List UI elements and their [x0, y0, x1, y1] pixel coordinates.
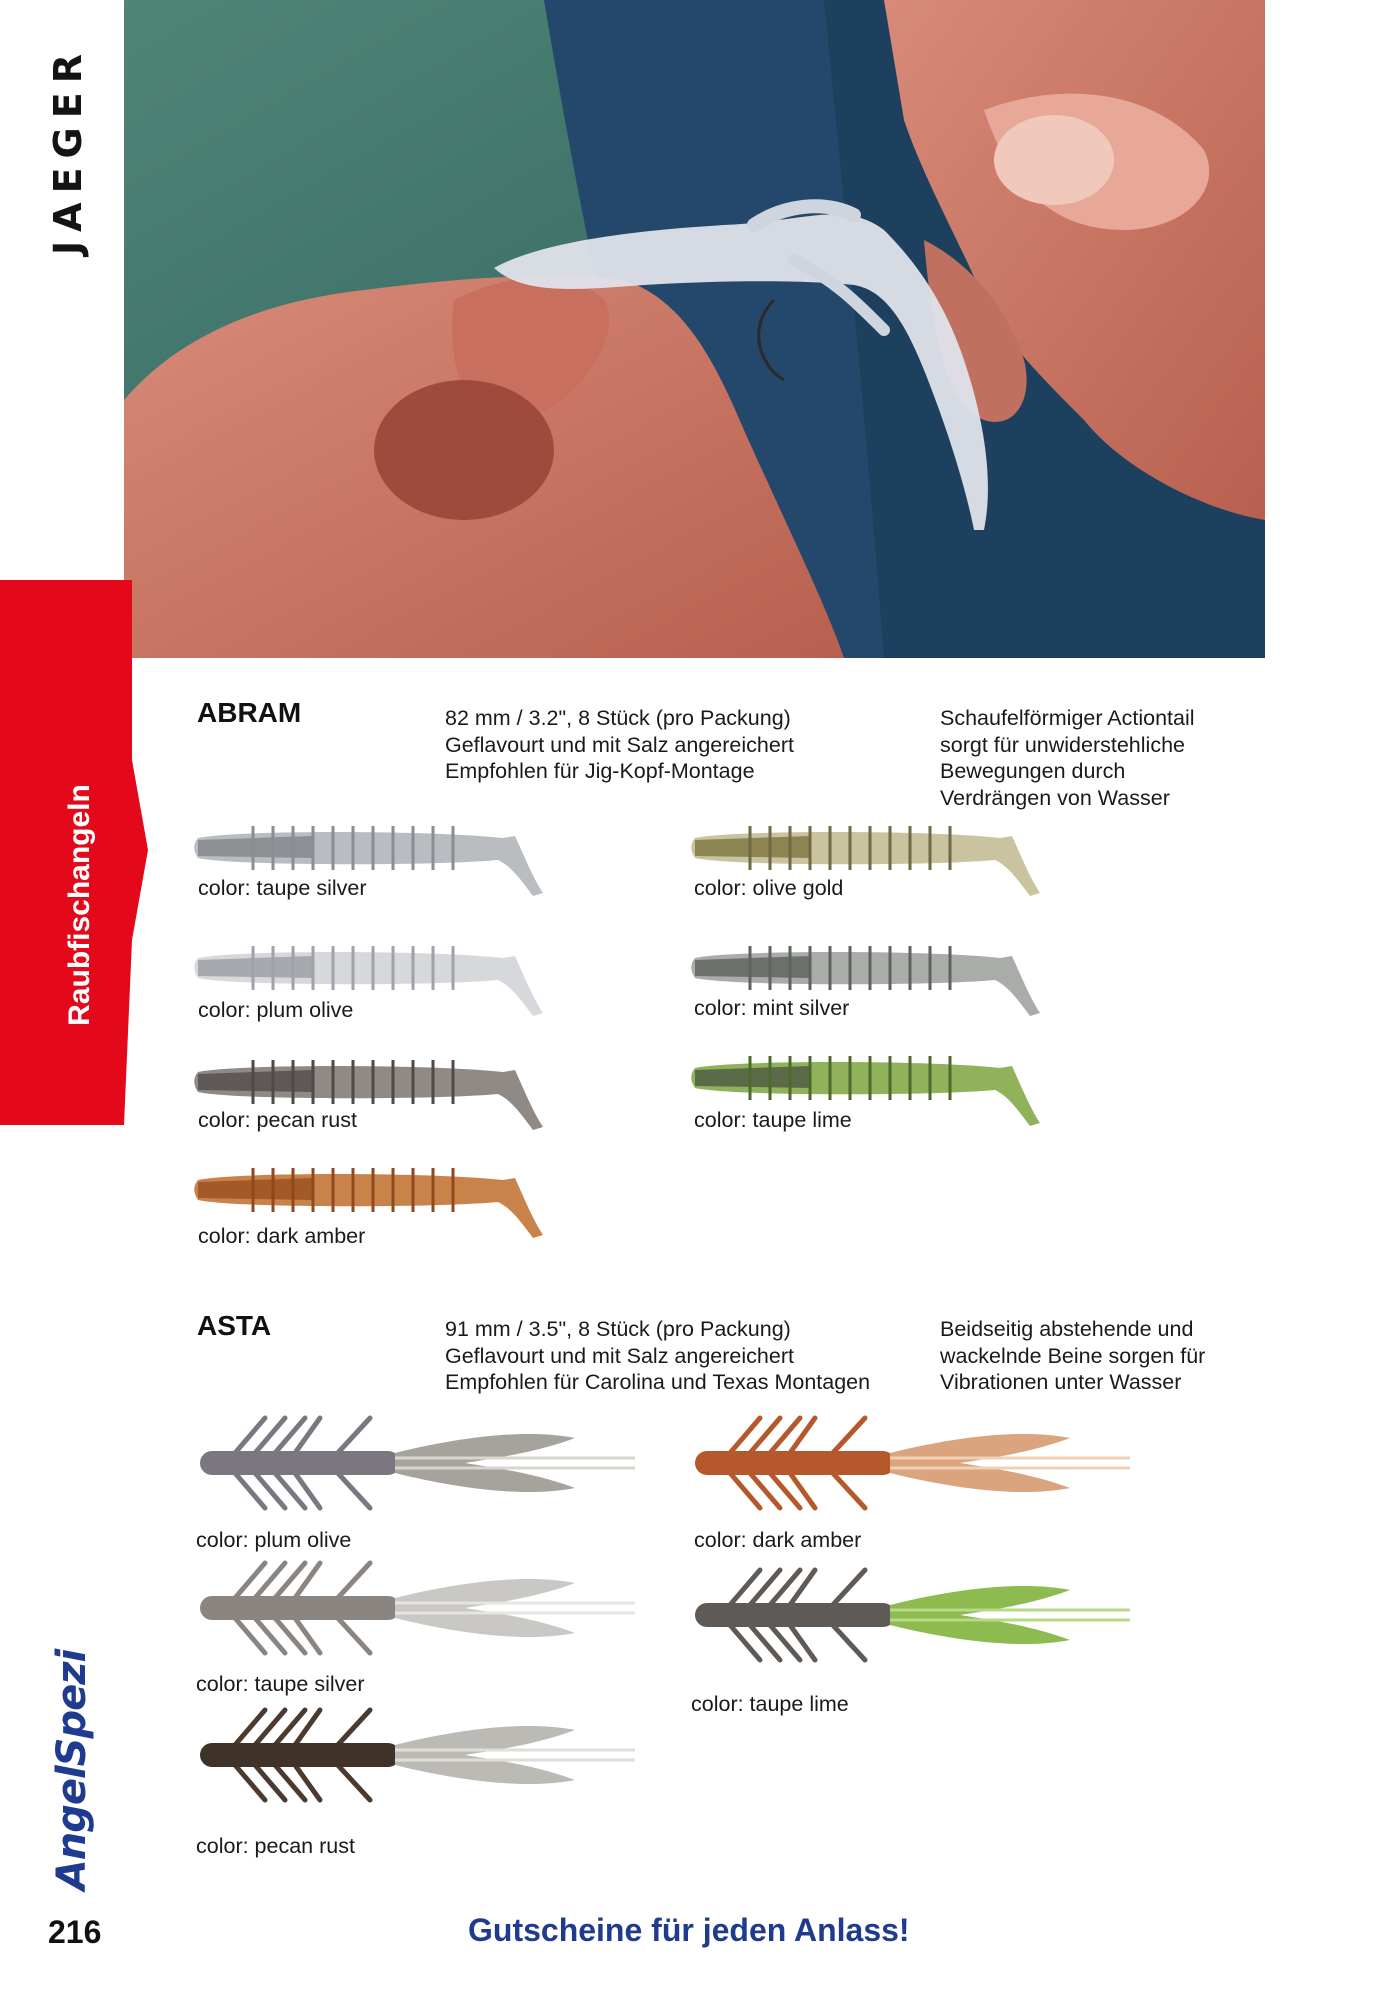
product-specs-abram: [445, 705, 794, 785]
color-caption: color: taupe lime: [694, 1108, 852, 1132]
color-caption: color: taupe silver: [196, 1672, 365, 1696]
brand-name: JAEGER: [46, 45, 90, 255]
description-line: Beidseitig abstehende und: [940, 1317, 1194, 1341]
description-line: Bewegungen durch: [940, 759, 1126, 783]
spec-line: Empfohlen für Carolina und Texas Montagen: [445, 1370, 871, 1394]
spec-line: Empfohlen für Jig-Kopf-Montage: [445, 759, 755, 783]
product-name-abram: ABRAM: [197, 697, 302, 728]
color-caption: color: olive gold: [694, 876, 844, 900]
color-caption: color: pecan rust: [196, 1834, 355, 1858]
hands-holding-lure-image: [124, 0, 1265, 658]
page-number: 216: [48, 1914, 102, 1950]
lure-image-asta-dark-amber: [690, 1408, 1140, 1518]
color-caption: color: taupe silver: [198, 876, 367, 900]
spec-line: Geflavourt und mit Salz angereichert: [445, 732, 794, 757]
spec-line: 91 mm / 3.5", 8 Stück (pro Packung): [445, 1317, 791, 1341]
category-side-tab: [0, 580, 150, 1125]
angelspezi-logo: [42, 1640, 102, 1900]
lure-image-asta-taupe-silver: [195, 1553, 645, 1663]
spec-line: 82 mm / 3.2", 8 Stück (pro Packung): [445, 706, 791, 730]
product-name-asta: ASTA: [197, 1310, 272, 1341]
lure-image-asta-plum-olive: [195, 1408, 645, 1518]
hero-photo: [124, 0, 1265, 658]
color-caption: color: mint silver: [694, 996, 850, 1020]
lure-image-asta-pecan-rust: [195, 1700, 645, 1810]
description-line: wackelnde Beine sorgen für: [940, 1343, 1206, 1368]
product-specs-asta: [445, 1316, 870, 1396]
product-description-abram: [940, 705, 1195, 811]
description-line: sorgt für unwiderstehliche: [940, 732, 1185, 757]
color-caption: color: plum olive: [198, 998, 354, 1022]
color-caption: color: plum olive: [196, 1528, 352, 1552]
color-caption: color: dark amber: [198, 1224, 366, 1248]
footer-slogan: Gutscheine für jeden Anlass!: [468, 1912, 910, 1948]
description-line: Verdrängen von Wasser: [940, 785, 1170, 810]
product-description-asta: [940, 1316, 1205, 1396]
spec-line: Geflavourt und mit Salz angereichert: [445, 1343, 794, 1368]
color-caption: color: dark amber: [694, 1528, 862, 1552]
color-caption: color: pecan rust: [198, 1108, 357, 1132]
color-caption: color: taupe lime: [691, 1692, 849, 1716]
brand-logo: [38, 40, 98, 260]
description-line: Schaufelförmiger Actiontail: [940, 706, 1195, 730]
lure-image-asta-taupe-lime: [690, 1560, 1140, 1670]
logo-text: AngelSpezi: [49, 1649, 95, 1891]
description-line: Vibrationen unter Wasser: [940, 1370, 1182, 1394]
category-label: Raubfischangeln: [63, 784, 96, 1026]
